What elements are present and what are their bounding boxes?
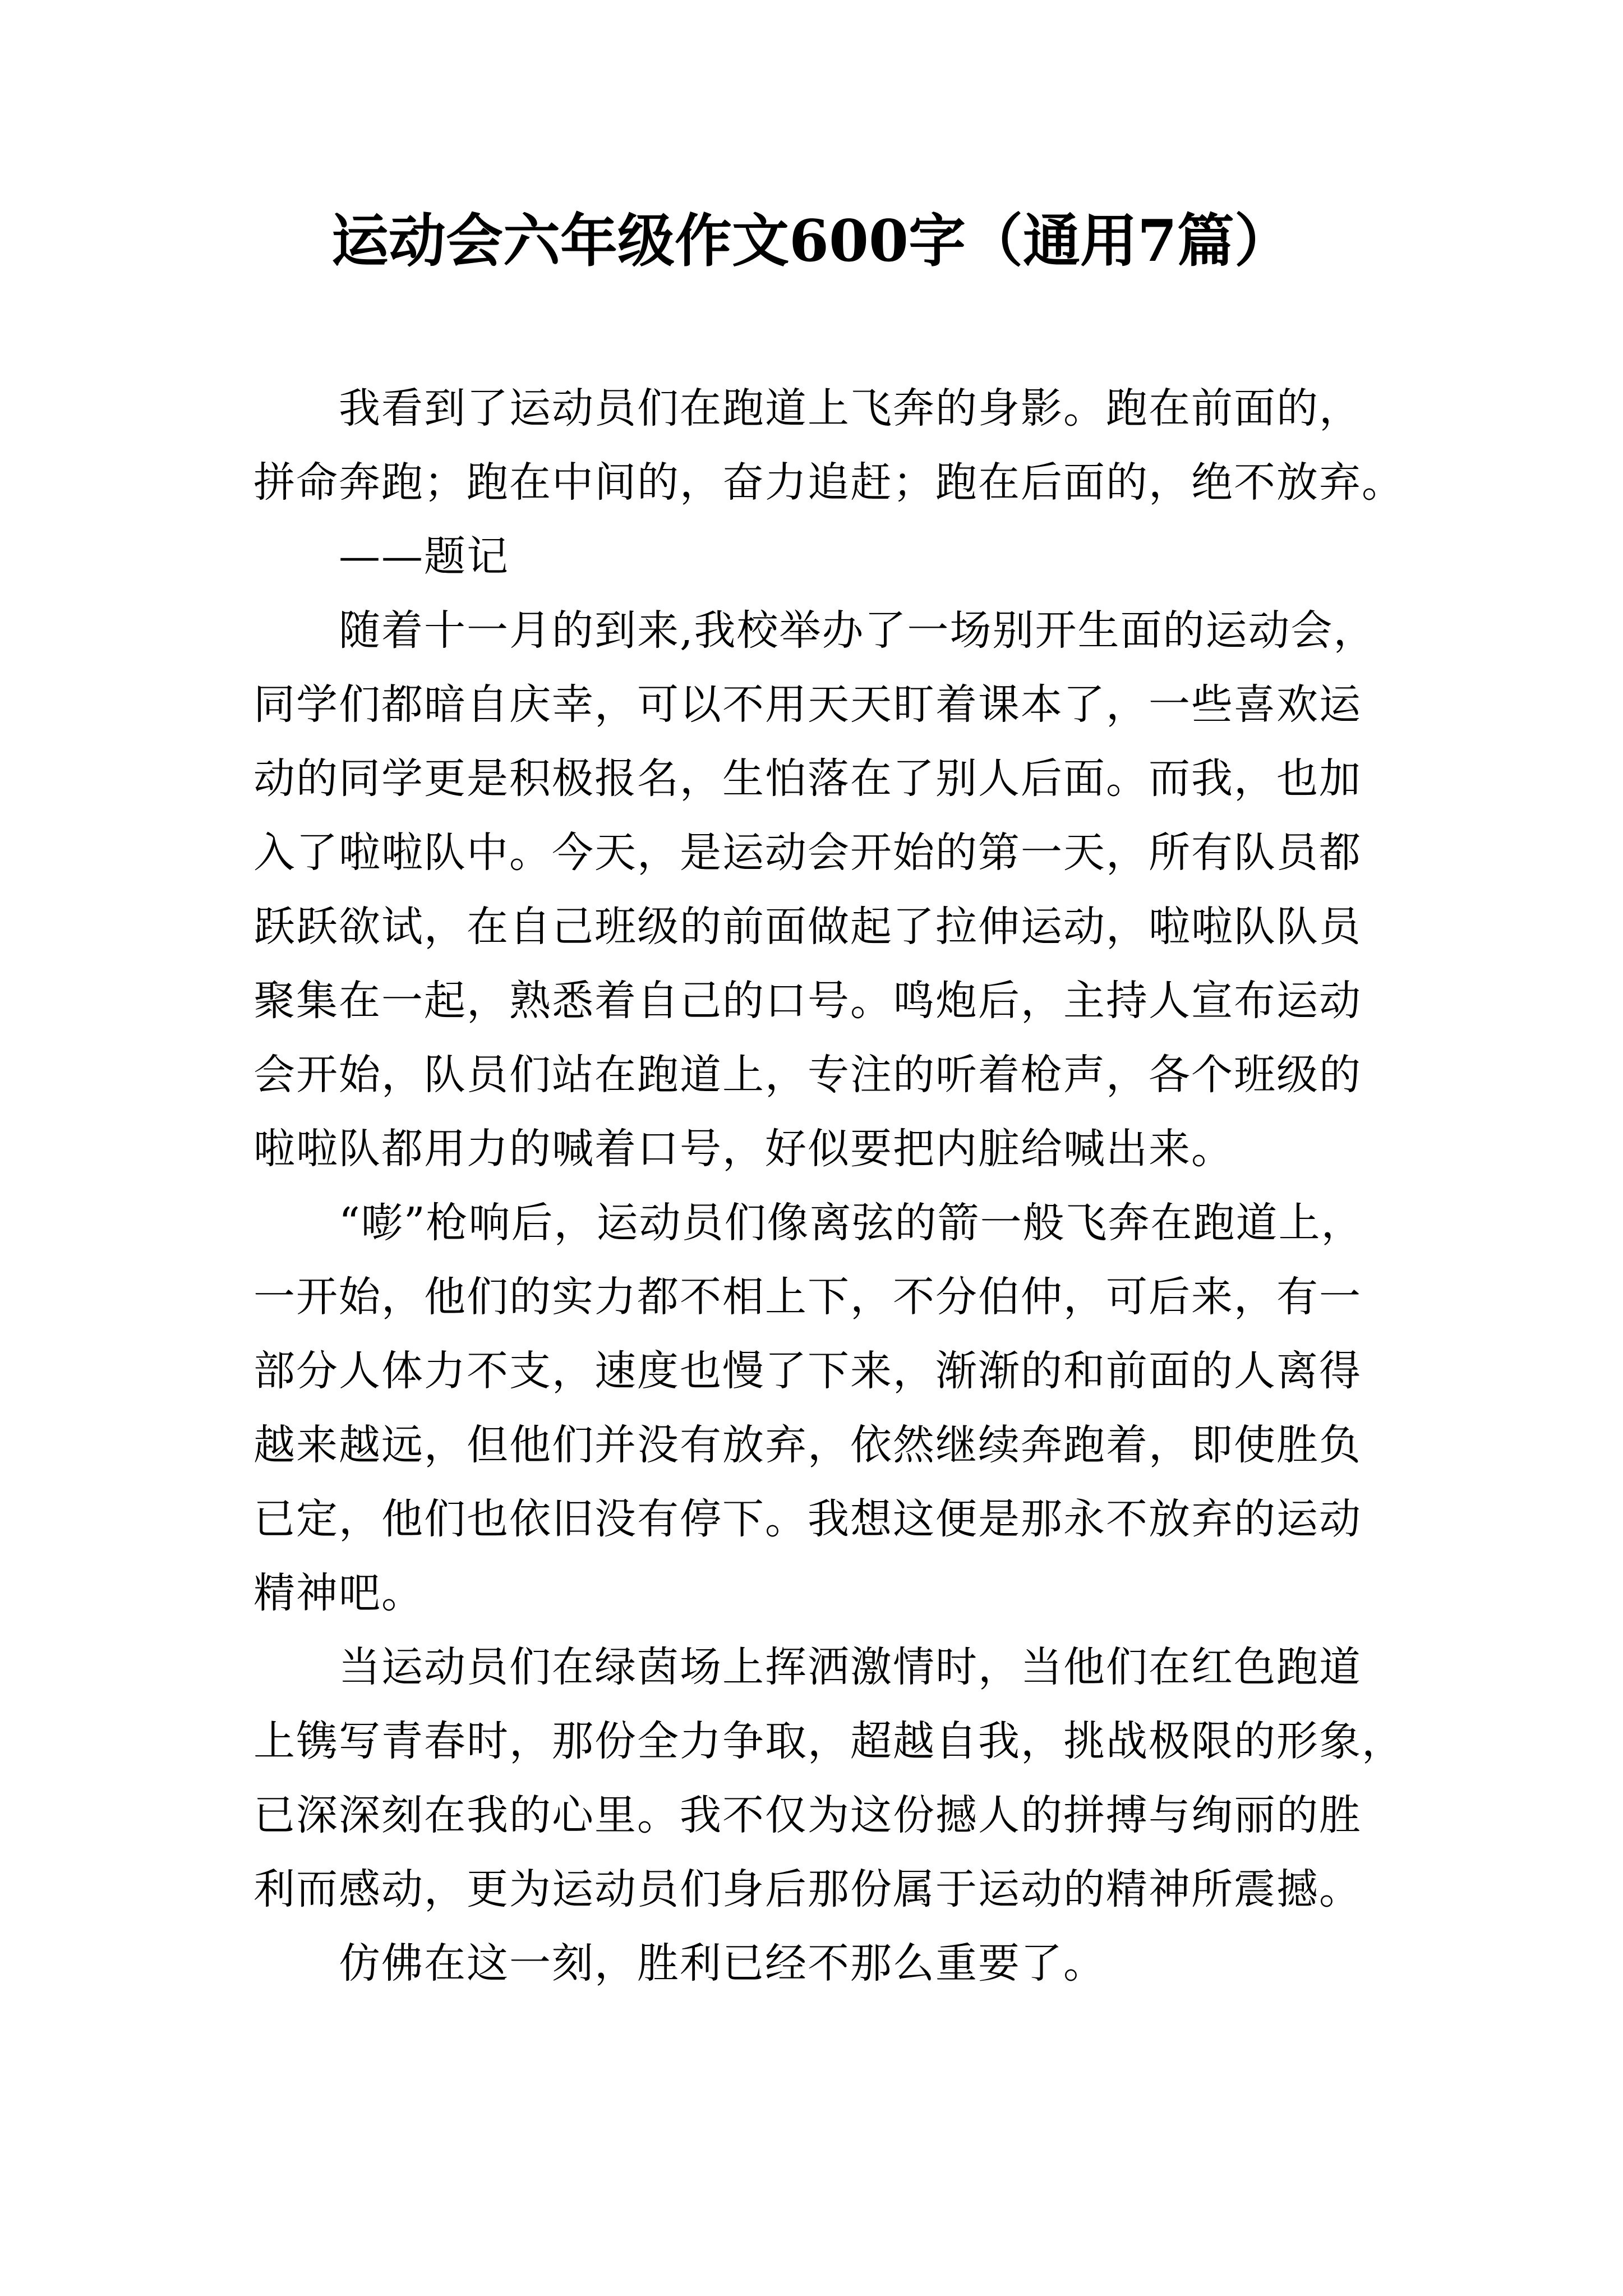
paragraph-line: 已深深刻在我的心里。我不仅为这份撼人的拼搏与绚丽的胜 [253,1791,1362,1839]
paragraph-line: 随着十一月的到来,我校举办了一场别开生面的运动会， [339,606,1376,655]
paragraph-line: 聚集在一起，熟悉着自己的口号。鸣炮后，主持人宣布运动 [253,977,1362,1025]
paragraph-line: 上镌写青春时，那份全力争取，超越自我，挑战极限的形象， [253,1717,1404,1765]
paragraph-line: 啦啦队都用力的喊着口号，好似要把内脏给喊出来。 [253,1125,1234,1173]
paragraph-line: 利而感动，更为运动员们身后那份属于运动的精神所震撼。 [253,1865,1362,1913]
document-body [253,371,1409,2000]
paragraph-line: 一开始，他们的实力都不相上下，不分伯仲，可后来，有一 [253,1273,1362,1321]
paragraph-line: 跃跃欲试，在自己班级的前面做起了拉伸运动，啦啦队队员 [253,903,1362,951]
paragraph-line: 部分人体力不支，速度也慢了下来，渐渐的和前面的人离得 [253,1347,1362,1395]
paragraph-line: 会开始，队员们站在跑道上，专注的听着枪声，各个班级的 [253,1051,1362,1099]
paragraph-line: 同学们都暗自庆幸，可以不用天天盯着课本了，一些喜欢运 [253,680,1362,729]
paragraph-line: 我看到了运动员们在跑道上飞奔的身影。跑在前面的， [339,384,1362,432]
paragraph-line: 当运动员们在绿茵场上挥洒激情时，当他们在红色跑道 [339,1643,1362,1691]
paragraph-line: 越来越远，但他们并没有放弃，依然继续奔跑着，即使胜负 [253,1421,1362,1469]
paragraph-line: 精神吧。 [253,1569,424,1617]
paragraph-line: 拼命奔跑；跑在中间的，奋力追赶；跑在后面的，绝不放弃。 [253,458,1404,507]
paragraph-line: 入了啦啦队中。今天，是运动会开始的第一天，所有队员都 [253,829,1362,877]
paragraph-line: 已定，他们也依旧没有停下。我想这便是那永不放弃的运动 [253,1495,1362,1543]
paragraph-line: 仿佛在这一刻，胜利已经不那么重要了。 [339,1939,1106,1987]
paragraph-line: “嘭”枪响后，运动员们像离弦的箭一般飞奔在跑道上， [339,1199,1364,1247]
epigraph-attribution: ——题记 [339,532,509,581]
paragraph-line: 动的同学更是积极报名，生怕落在了别人后面。而我，也加 [253,754,1362,803]
document-title: 运动会六年级作文600字（通用7篇） [331,208,1292,275]
